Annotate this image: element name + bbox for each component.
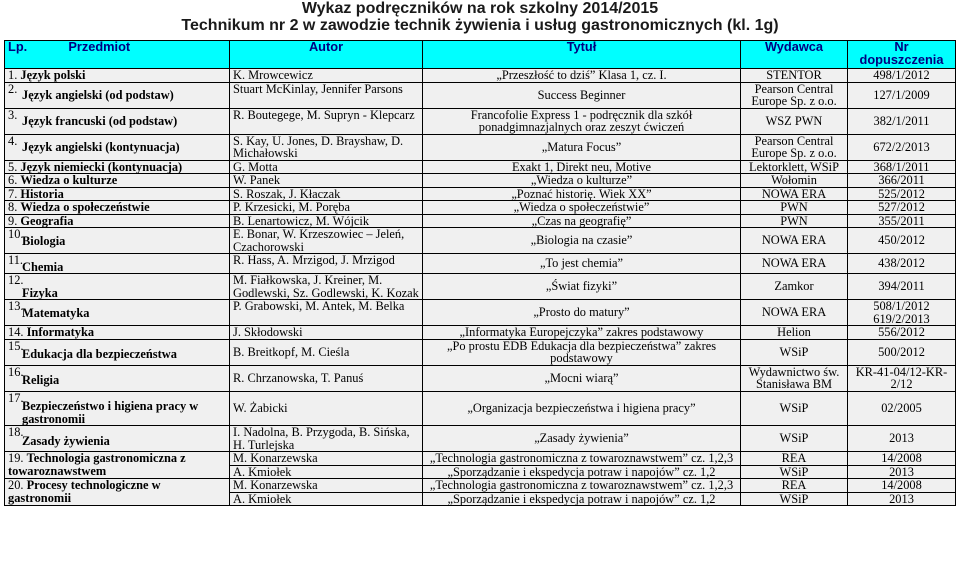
table-row — [5, 160, 956, 174]
table-row — [5, 69, 956, 83]
col-header-publisher: Wydawca — [741, 41, 848, 69]
cell-title: „Czas na geografię” — [423, 214, 741, 228]
cell-author: B. Breitkopf, M. Cieśla — [230, 339, 423, 365]
cell-subject: 7. Historia — [5, 187, 230, 201]
cell-subject: 1. Język polski — [5, 69, 230, 83]
cell-nr: 2013 — [848, 465, 956, 479]
cell-subject: 16. Religia — [5, 365, 230, 391]
cell-author: W. Żabicki — [230, 391, 423, 426]
cell-publisher: Wydawnictwo św. Stanisława BM — [741, 365, 848, 391]
cell-subject: 4. Język angielski (kontynuacja) — [5, 134, 230, 160]
cell-subject: 11. Chemia — [5, 254, 230, 274]
cell-author: R. Chrzanowska, T. Panuś — [230, 365, 423, 391]
cell-author: Stuart McKinlay, Jennifer Parsons — [230, 82, 423, 108]
cell-publisher: NOWA ERA — [741, 300, 848, 326]
cell-title: Exakt 1, Direkt neu, Motive — [423, 160, 741, 174]
cell-title: „Biologia na czasie” — [423, 228, 741, 254]
cell-nr: 525/2012 — [848, 187, 956, 201]
cell-title: „Informatyka Europejczyka” zakres podstawowy — [423, 326, 741, 340]
cell-author: E. Bonar, W. Krzeszowiec – Jeleń, Czachorowski — [230, 228, 423, 254]
cell-nr: KR-41-04/12-KR-2/12 — [848, 365, 956, 391]
cell-publisher: Lektorklett, WSiP — [741, 160, 848, 174]
cell-author: K. Mrowcewicz — [230, 69, 423, 83]
cell-author: A. Kmiołek — [230, 492, 423, 506]
table-row — [5, 300, 956, 326]
cell-author: R. Hass, A. Mrzigod, J. Mrzigod — [230, 254, 423, 274]
table-row — [5, 228, 956, 254]
cell-nr: 02/2005 — [848, 391, 956, 426]
cell-publisher: WSiP — [741, 391, 848, 426]
cell-subject: 12. Fizyka — [5, 274, 230, 300]
table-row — [5, 391, 956, 426]
cell-nr: 127/1/2009 — [848, 82, 956, 108]
cell-subject: 14. Informatyka — [5, 326, 230, 340]
cell-nr: 2013 — [848, 492, 956, 506]
cell-title: Francofolie Express 1 - podręcznik dla szkół ponadgimnazjalnych oraz zeszyt ćwiczeń — [423, 108, 741, 134]
cell-publisher: WSiP — [741, 339, 848, 365]
table-row — [5, 339, 956, 365]
cell-subject: 13. Matematyka — [5, 300, 230, 326]
col-header-author: Autor — [230, 41, 423, 69]
cell-nr: 450/2012 — [848, 228, 956, 254]
cell-title: „Technologia gastronomiczna z towaroznawstwem” cz. 1,2,3 — [423, 452, 741, 466]
cell-title: „Zasady żywienia” — [423, 426, 741, 452]
cell-publisher: NOWA ERA — [741, 187, 848, 201]
page-subtitle: Technikum nr 2 w zawodzie technik żywienia i usług gastronomicznych (kl. 1g) — [181, 17, 779, 34]
textbook-table — [4, 40, 956, 506]
cell-publisher: NOWA ERA — [741, 228, 848, 254]
table-row — [5, 201, 956, 215]
cell-title: „Prosto do matury” — [423, 300, 741, 326]
table-row — [5, 108, 956, 134]
cell-nr: 508/1/2012 619/2/2013 — [848, 300, 956, 326]
cell-subject: 3. Język francuski (od podstaw) — [5, 108, 230, 134]
cell-publisher: PWN — [741, 201, 848, 215]
cell-subject: 19. Technologia gastronomiczna z towaroznawstwem — [5, 452, 230, 479]
cell-subject: 2. Język angielski (od podstaw) — [5, 82, 230, 108]
table-row — [5, 479, 956, 493]
cell-nr: 14/2008 — [848, 479, 956, 493]
cell-subject: 20. Procesy technologiczne w gastronomii — [5, 479, 230, 506]
col-header-nr: Nr dopuszczenia — [848, 41, 956, 69]
cell-author: M. Fiałkowska, J. Kreiner, M. Godlewski, Sz. Godlewski, K. Kozak — [230, 274, 423, 300]
cell-author: A. Kmiołek — [230, 465, 423, 479]
cell-nr: 394/2011 — [848, 274, 956, 300]
cell-title: „Po prostu EDB Edukacja dla bezpieczeństwa” zakres podstawowy — [423, 339, 741, 365]
cell-nr: 368/1/2011 — [848, 160, 956, 174]
cell-title: „Technologia gastronomiczna z towaroznawstwem” cz. 1,2,3 — [423, 479, 741, 493]
cell-author: R. Boutegege, M. Supryn - Klepcarz — [230, 108, 423, 134]
cell-publisher: WSiP — [741, 426, 848, 452]
table-row — [5, 326, 956, 340]
table-row — [5, 187, 956, 201]
cell-subject: 5. Język niemiecki (kontynuacja) — [5, 160, 230, 174]
cell-author: J. Skłodowski — [230, 326, 423, 340]
cell-nr: 382/1/2011 — [848, 108, 956, 134]
cell-author: I. Nadolna, B. Przygoda, B. Sińska, H. Turlejska — [230, 426, 423, 452]
cell-nr: 366/2011 — [848, 174, 956, 188]
table-row — [5, 214, 956, 228]
cell-title: „To jest chemia” — [423, 254, 741, 274]
cell-publisher: Pearson Central Europe Sp. z o.o. — [741, 82, 848, 108]
cell-publisher: REA — [741, 452, 848, 466]
cell-subject: 18. Zasady żywienia — [5, 426, 230, 452]
cell-publisher: PWN — [741, 214, 848, 228]
cell-title: „Wiedza o kulturze” — [423, 174, 741, 188]
cell-title: „Matura Focus” — [423, 134, 741, 160]
cell-subject: 9. Geografia — [5, 214, 230, 228]
cell-nr: 527/2012 — [848, 201, 956, 215]
table-row — [5, 82, 956, 108]
cell-title: „Mocni wiarą” — [423, 365, 741, 391]
cell-publisher: Helion — [741, 326, 848, 340]
cell-subject: 17. Bezpieczeństwo i higiena pracy w gastronomii — [5, 391, 230, 426]
table-row — [5, 452, 956, 466]
cell-publisher: Wołomin — [741, 174, 848, 188]
cell-title: „Świat fizyki” — [423, 274, 741, 300]
cell-publisher: WSZ PWN — [741, 108, 848, 134]
cell-author: P. Krzesicki, M. Poręba — [230, 201, 423, 215]
cell-author: S. Kay, U. Jones, D. Brayshaw, D. Michałowski — [230, 134, 423, 160]
cell-publisher: WSiP — [741, 465, 848, 479]
cell-publisher: NOWA ERA — [741, 254, 848, 274]
cell-publisher: REA — [741, 479, 848, 493]
cell-nr: 355/2011 — [848, 214, 956, 228]
cell-author: B. Lenartowicz, M. Wójcik — [230, 214, 423, 228]
cell-author: M. Konarzewska — [230, 479, 423, 493]
cell-author: W. Panek — [230, 174, 423, 188]
table-row — [5, 254, 956, 274]
cell-author: M. Konarzewska — [230, 452, 423, 466]
cell-nr: 500/2012 — [848, 339, 956, 365]
table-row — [5, 274, 956, 300]
cell-title: „Przeszłość to dziś” Klasa 1, cz. I. — [423, 69, 741, 83]
cell-title: „Sporządzanie i ekspedycja potraw i napojów” cz. 1,2 — [423, 492, 741, 506]
table-row — [5, 365, 956, 391]
col-header-lp: Lp. Przedmiot — [5, 41, 230, 69]
cell-nr: 498/1/2012 — [848, 69, 956, 83]
cell-title: Success Beginner — [423, 82, 741, 108]
cell-nr: 14/2008 — [848, 452, 956, 466]
cell-subject: 10. Biologia — [5, 228, 230, 254]
table-row — [5, 134, 956, 160]
cell-title: „Sporządzanie i ekspedycja potraw i napojów” cz. 1,2 — [423, 465, 741, 479]
cell-publisher: STENTOR — [741, 69, 848, 83]
cell-title: „Poznać historię. Wiek XX” — [423, 187, 741, 201]
cell-subject: 6. Wiedza o kulturze — [5, 174, 230, 188]
cell-subject: 8. Wiedza o społeczeństwie — [5, 201, 230, 215]
col-header-title: Tytuł — [423, 41, 741, 69]
cell-publisher: Zamkor — [741, 274, 848, 300]
cell-nr: 672/2/2013 — [848, 134, 956, 160]
col-header-subject: Przedmiot — [68, 40, 131, 54]
cell-title: „Organizacja bezpieczeństwa i higiena pracy” — [423, 391, 741, 426]
cell-publisher: WSiP — [741, 492, 848, 506]
cell-nr: 438/2012 — [848, 254, 956, 274]
cell-title: „Wiedza o społeczeństwie” — [423, 201, 741, 215]
cell-author: P. Grabowski, M. Antek, M. Belka — [230, 300, 423, 326]
cell-nr: 556/2012 — [848, 326, 956, 340]
cell-author: G. Motta — [230, 160, 423, 174]
cell-publisher: Pearson Central Europe Sp. z o.o. — [741, 134, 848, 160]
cell-nr: 2013 — [848, 426, 956, 452]
table-row — [5, 426, 956, 452]
cell-subject: 15. Edukacja dla bezpieczeństwa — [5, 339, 230, 365]
page-title: Wykaz podręczników na rok szkolny 2014/2015 — [301, 0, 659, 17]
cell-author: S. Roszak, J. Kłaczak — [230, 187, 423, 201]
table-header-row — [5, 41, 956, 69]
table-row — [5, 174, 956, 188]
